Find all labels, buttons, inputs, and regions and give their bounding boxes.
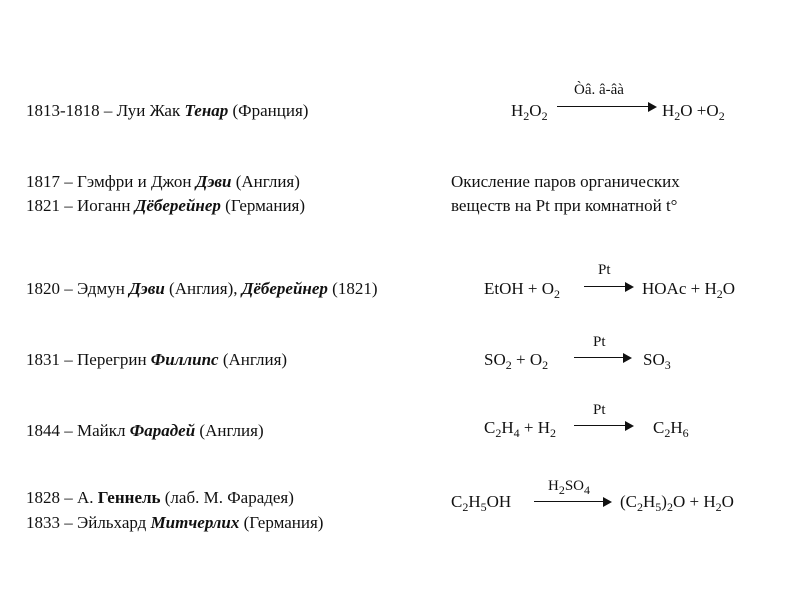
reaction-5-rhs: $(C_2H_5)_2O + H_2O$: [620, 492, 734, 514]
reaction-4-rhs: $C_2H_6$: [653, 418, 689, 440]
history-line-edmund-davy: 1820 – Эдмун Дэви (Англия), Дёберейнер (1821): [26, 279, 378, 298]
reaction-2-arrow-icon: [584, 280, 634, 294]
history-line-mitscherlich: 1833 – Эйльхард Митчерлих (Германия): [26, 513, 324, 532]
reaction-3-rhs: $SO_3$: [643, 350, 671, 372]
reaction-1-arrow-icon: [557, 100, 657, 114]
scientist-name: Фарадей: [129, 421, 196, 440]
scientist-name: Геннель: [97, 488, 161, 507]
reaction-3-catalyst: Pt: [593, 334, 606, 350]
reaction-5-catalyst: $H_2SO_4$: [548, 478, 591, 497]
scientist-name: Дэви: [195, 172, 232, 191]
reaction-4-arrow-icon: [574, 419, 634, 433]
history-line-faraday: 1844 – Майкл Фарадей (Англия): [26, 421, 264, 440]
history-line-hennel: 1828 – А. Геннель (лаб. М. Фарадея): [26, 488, 294, 507]
scientist-name: Митчерлих: [150, 513, 240, 532]
reaction-2-lhs: EtOH + $O_2$: [484, 279, 561, 301]
reaction-3-arrow-icon: [574, 351, 632, 365]
reaction-2-catalyst: Pt: [598, 262, 611, 278]
scientist-name: Дёберейнер: [134, 196, 221, 215]
reaction-5-lhs: $C_2H_5OH$: [451, 492, 512, 514]
reaction-4-catalyst: Pt: [593, 402, 606, 418]
history-line-doebereiner: 1821 – Иоганн Дёберейнер (Германия): [26, 196, 306, 215]
scientist-name: Тенар: [184, 101, 229, 120]
scientist-name: Дёберейнер: [241, 279, 328, 298]
reaction-1-products: $H_2O +O_2$: [662, 101, 725, 123]
history-line-tenar: 1813-1818 – Луи Жак Тенар (Франция): [26, 101, 309, 120]
history-line-phillips: 1831 – Перегрин Филлипс (Англия): [26, 350, 288, 369]
reaction-4-lhs: $C_2H_4 + H_2$: [484, 418, 556, 440]
scientist-name: Филлипс: [150, 350, 219, 369]
reaction-1-condition: Òâ. â-âà: [574, 82, 624, 98]
reaction-1-reactant: $H_2O_2$: [511, 101, 548, 123]
reaction-5-arrow-icon: [534, 495, 612, 509]
note-line-2: веществ на Pt при комнатной t°: [451, 196, 678, 215]
reaction-3-lhs: $SO_2 + O_2$: [484, 350, 549, 372]
reaction-2-rhs: HOAc + $H_2O$: [642, 279, 736, 301]
note-line-1: Окисление паров органических: [451, 172, 680, 191]
history-line-davy: 1817 – Гэмфри и Джон Дэви (Англия): [26, 172, 300, 191]
scientist-name: Дэви: [129, 279, 165, 298]
